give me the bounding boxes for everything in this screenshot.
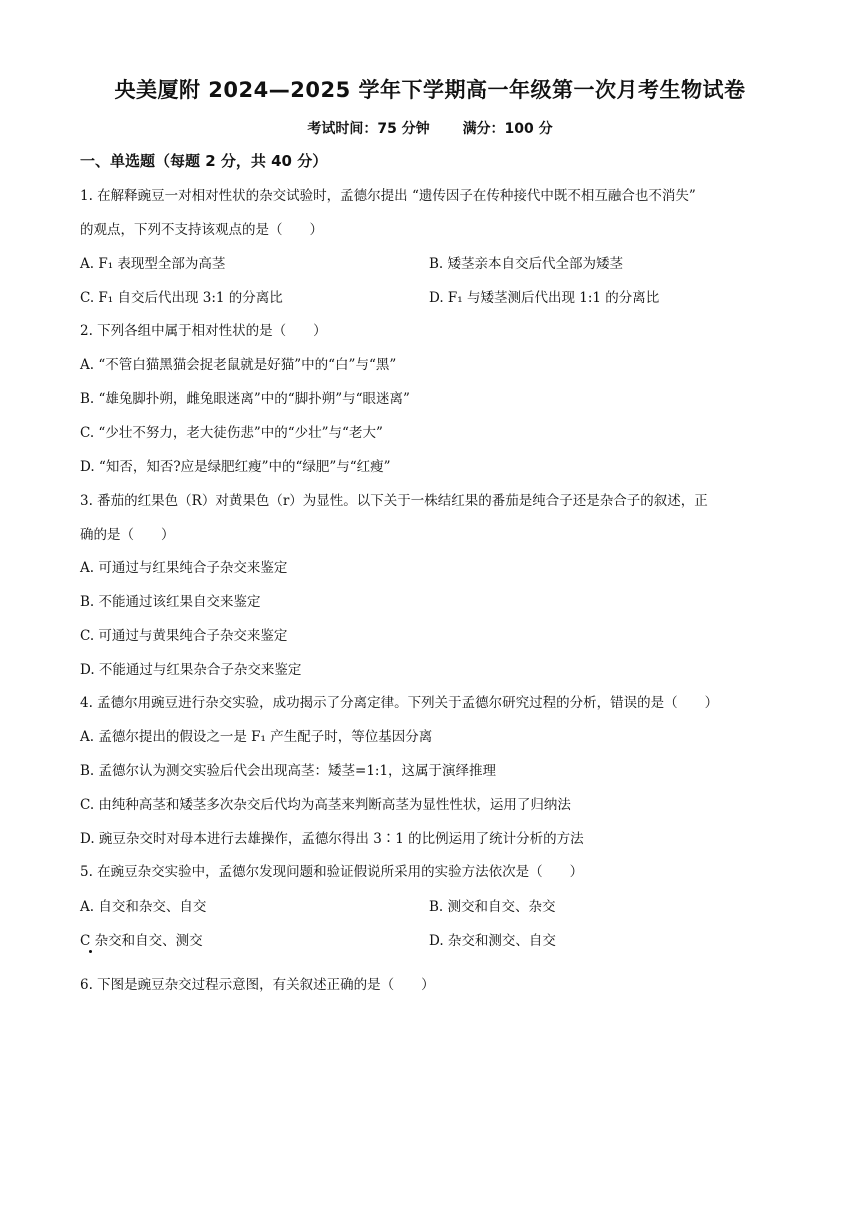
q4-option-b: B. 孟德尔认为测交实验后代会出现高茎：矮茎=1:1，这属于演绎推理 bbox=[80, 763, 497, 779]
exam-time: 考试时间：75 分钟 bbox=[307, 121, 430, 137]
q3-option-d: D. 不能通过与红果杂合子杂交来鉴定 bbox=[80, 662, 302, 678]
q4-option-c: C. 由纯种高茎和矮茎多次杂交后代均为高茎来判断高茎为显性性状，运用了归纳法 bbox=[80, 797, 571, 813]
q1-stem-line2: 的观点，下列不支持该观点的是（ ） bbox=[80, 222, 323, 238]
q6-stem: 6. 下图是豌豆杂交过程示意图，有关叙述正确的是（ ） bbox=[80, 977, 435, 993]
q2-option-b: B. “雄兔脚扑朔，雌兔眼迷离”中的“脚扑朔”与“眼迷离” bbox=[80, 391, 410, 407]
q2-option-a: A. “不管白猫黑猫会捉老鼠就是好猫”中的“白”与“黑” bbox=[80, 357, 397, 373]
q1-option-c: C. F₁ 自交后代出现 3:1 的分离比 bbox=[80, 290, 283, 306]
q3-option-a: A. 可通过与红果纯合子杂交来鉴定 bbox=[80, 560, 288, 576]
q4-stem: 4. 孟德尔用豌豆进行杂交实验，成功揭示了分离定律。下列关于孟德尔研究过程的分析，错误的是（ ） bbox=[80, 695, 719, 711]
stray-dot-mark bbox=[89, 950, 92, 953]
q1-option-a: A. F₁ 表现型全部为高茎 bbox=[80, 256, 226, 272]
q5-option-b: B. 测交和自交、杂交 bbox=[429, 899, 556, 915]
q5-option-a: A. 自交和杂交、自交 bbox=[80, 899, 207, 915]
q2-stem: 2. 下列各组中属于相对性状的是（ ） bbox=[80, 323, 327, 339]
q3-option-b: B. 不能通过该红果自交来鉴定 bbox=[80, 594, 261, 610]
q1-stem-line1: 1. 在解释豌豆一对相对性状的杂交试验时，孟德尔提出 “遗传因子在传种接代中既不相互融合也不消失” bbox=[80, 188, 696, 204]
full-score: 满分：100 分 bbox=[462, 121, 553, 137]
q5-stem: 5. 在豌豆杂交实验中，孟德尔发现问题和验证假说所采用的实验方法依次是（ ） bbox=[80, 864, 584, 880]
q4-option-d: D. 豌豆杂交时对母本进行去雄操作，孟德尔得出 3∶1 的比例运用了统计分析的方法 bbox=[80, 831, 584, 847]
q3-stem-line2: 确的是（ ） bbox=[80, 527, 175, 543]
q1-option-d: D. F₁ 与矮茎测后代出现 1:1 的分离比 bbox=[429, 290, 660, 306]
q4-option-a: A. 孟德尔提出的假设之一是 F₁ 产生配子时，等位基因分离 bbox=[80, 729, 433, 745]
exam-info bbox=[0, 118, 860, 138]
q2-option-c: C. “少壮不努力，老大徒伤悲”中的“少壮”与“老大” bbox=[80, 425, 383, 441]
q2-option-d: D. “知否，知否?应是绿肥红瘦”中的“绿肥”与“红瘦” bbox=[80, 459, 391, 475]
q3-stem-line1: 3. 番茄的红果色（R）对黄果色（r）为显性。以下关于一株结红果的番茄是纯合子还是杂合子的叙述，正 bbox=[80, 493, 708, 509]
exam-title: 央美厦附 2024—2025 学年下学期高一年级第一次月考生物试卷 bbox=[114, 78, 746, 102]
q5-option-c: C 杂交和自交、测交 bbox=[80, 933, 203, 949]
q5-option-d: D. 杂交和测交、自交 bbox=[429, 933, 556, 949]
section-heading: 一、单选题（每题 2 分，共 40 分） bbox=[80, 152, 328, 170]
q1-option-b: B. 矮茎亲本自交后代全部为矮茎 bbox=[429, 256, 624, 272]
q3-option-c: C. 可通过与黄果纯合子杂交来鉴定 bbox=[80, 628, 288, 644]
